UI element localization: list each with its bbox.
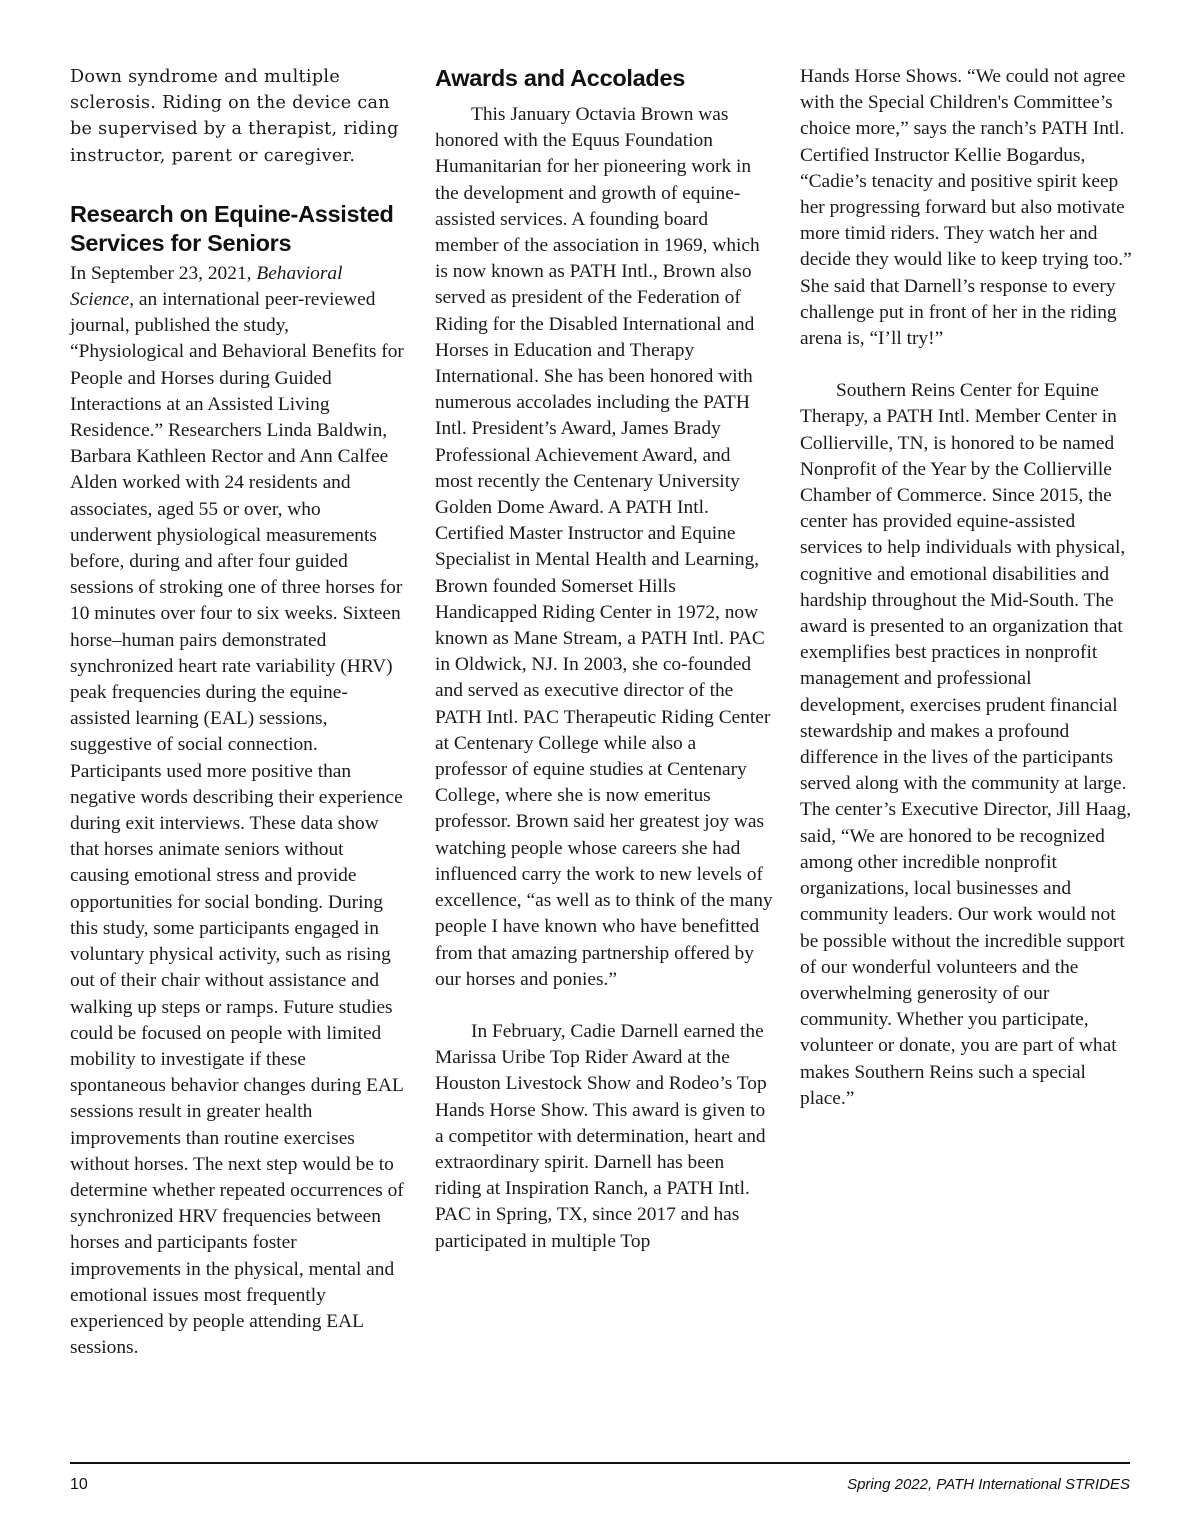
research-body: , an international peer-reviewed journal, published the study, “Physiological and Behavioral Benefits for People and Horses during Guided Interactions at an Assisted Living Residence.” Researchers Linda Baldwin, Barbara Kathleen Rector and Ann Calfee Alden worked with 24 residents and associates, aged 55 or over, who underwent physiological measurements before, during and after four guided sessions of stroking one of three horses for 10 minutes over four to six weeks. Sixteen horse–human pairs demonstrated synchronized heart rate variability (HRV) peak frequencies during the equine-assisted learning (EAL) sessions, suggestive of social connection. Participants used more positive than negative words describing their experience during exit interviews. These data show that horses animate seniors without causing emotional stress and provide opportunities for social bonding. During this study, some participants engaged in voluntary physical activity, such as rising out of their chair without assistance and walking up steps or ramps. Future studies could be focused on people with limited mobility to investigate if these spontaneous behavior changes during EAL sessions result in greater health improvements than routine exercises without horses. The next step would be to determine whether repeated occurrences of synchronized HRV frequencies between horses and participants foster improvements in the physical, mental and emotional issues most frequently experienced by people attending EAL sessions. <box>70 289 404 1359</box>
column-left <box>70 64 405 1361</box>
footer-divider <box>70 1462 1130 1464</box>
page-number: 10 <box>70 1476 88 1493</box>
awards-heading: Awards and Accolades <box>435 65 685 91</box>
brown-paragraph: This January Octavia Brown was honored with the Equus Foundation Humanitarian for her pioneering work in the development and growth of equine-assisted services. A founding board member of the association in 1969, which is now known as PATH Intl., Brown also served as president of the Federation of Riding for the Disabled International and Horses in Education and Therapy International. She has been honored with numerous accolades including the PATH Intl. President’s Award, James Brady Professional Achievement Award, and most recently the Centenary University Golden Dome Award. A PATH Intl. Certified Master Instructor and Equine Specialist in Mental Health and Learning, Brown founded Somerset Hills Handicapped Riding Center in 1972, now known as Mane Stream, a PATH Intl. PAC in Oldwick, NJ. In 2003, she co-founded and served as executive director of the PATH Intl. PAC Therapeutic Riding Center at Centenary College while also a professor of equine studies at Centenary College, where she is now emeritus professor. Brown said her greatest joy was watching people whose careers she had influenced carry the work to new levels of excellence, “as well as to think of the many people I have known who have benefitted from that amazing partnership offered by our horses and ponies.” <box>435 104 773 990</box>
column-right <box>800 64 1135 1112</box>
darnell-continued-paragraph: Hands Horse Shows. “We could not agree with the Special Children's Committee’s choice more,” says the ranch’s PATH Intl. Certified Instructor Kellie Bogardus, “Cadie’s tenacity and positive spirit keep her progressing forward but also motivate more timid riders. They watch her and decide they would like to keep trying too.” She said that Darnell’s response to every challenge put in front of her in the riding arena is, “I’ll try!” <box>800 66 1132 350</box>
darnell-paragraph: In February, Cadie Darnell earned the Marissa Uribe Top Rider Award at the Houston Livestock Show and Rodeo’s Top Hands Horse Show. This award is given to a competitor with determination, heart and extraordinary spirit. Darnell has been riding at Inspiration Ranch, a PATH Intl. PAC in Spring, TX, since 2017 and has participated in multiple Top <box>435 1020 767 1252</box>
southern-reins-paragraph: Southern Reins Center for Equine Therapy, a PATH Intl. Member Center in Collierville, TN, is honored to be named Nonprofit of the Year by the Collierville Chamber of Commerce. Since 2015, the center has provided equine-assisted services to help individuals with physical, cognitive and emotional disabilities and hardship throughout the Mid-South. The award is presented to an organization that exemplifies best practices in nonprofit management and professional development, exercises prudent financial stewardship and makes a profound difference in the lives of the participants served along with the community at large. The center’s Executive Director, Jill Haag, said, “We are honored to be recognized among other incredible nonprofit organizations, local businesses and community leaders. Our work would not be possible without the incredible support of our wonderful volunteers and the overwhelming generosity of our community. Whether you participate, volunteer or donate, you are part of what makes Southern Reins such a special place.” <box>800 380 1132 1109</box>
research-paragraph <box>70 261 405 1362</box>
footer-credit: Spring 2022, PATH International STRIDES <box>847 1476 1130 1493</box>
intro-paragraph: Down syndrome and multiple sclerosis. Riding on the device can be supervised by a therapist, riding instructor, parent or caregiver. <box>70 67 399 166</box>
research-heading: Research on Equine-Assisted Services for Seniors <box>70 200 394 256</box>
research-lead: In September 23, 2021, <box>70 262 257 284</box>
column-middle <box>435 64 773 1255</box>
journal-title: Behavioral Science <box>70 262 343 311</box>
